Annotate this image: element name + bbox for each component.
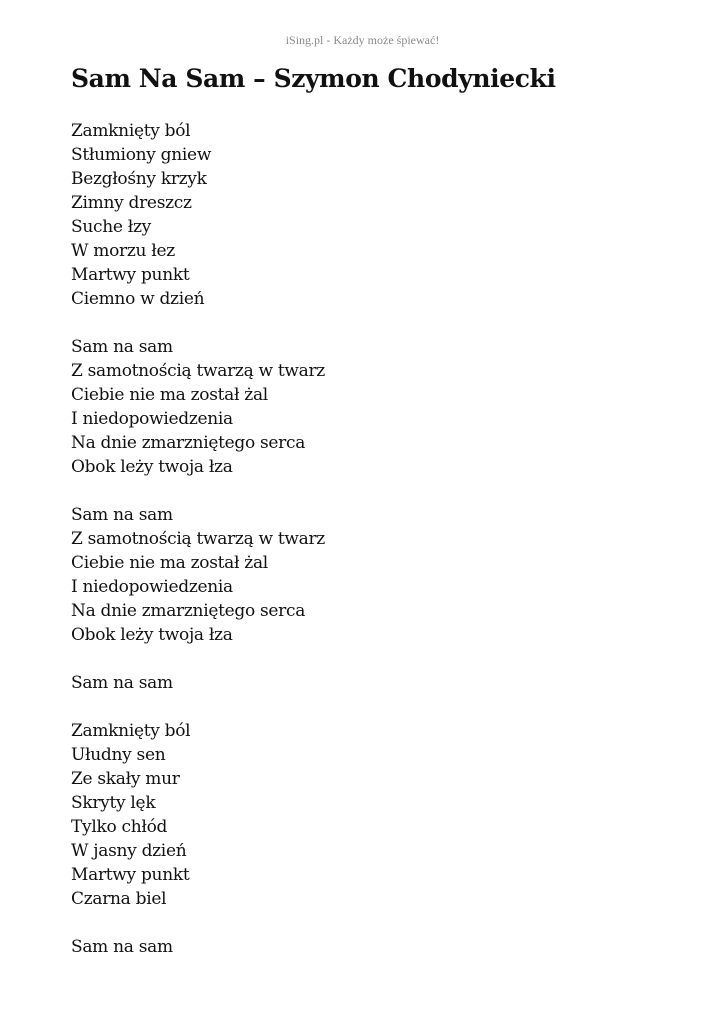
lyric-line: Obok leży twoja łza [71,457,233,477]
lyric-line: Zamknięty ból [71,121,191,141]
lyric-line: W morzu łez [71,241,175,261]
lyric-line: Ułudny sen [71,745,166,765]
lyric-line: Obok leży twoja łza [71,625,233,645]
lyrics-body [71,119,671,983]
lyric-line: Martwy punkt [71,265,190,285]
lyric-line: Bezgłośny krzyk [71,169,207,189]
lyric-line: I niedopowiedzenia [71,577,233,597]
lyric-line: Sam na sam [71,337,173,357]
lyric-line: Zamknięty ból [71,721,191,741]
lyric-line: Skryty lęk [71,793,156,813]
page-header: iSing.pl - Każdy może śpiewać! [285,33,440,47]
lyric-line: Tylko chłód [71,817,168,837]
lyric-line: I niedopowiedzenia [71,409,233,429]
lyric-line: Na dnie zmarzniętego serca [71,601,306,621]
lyric-line: Suche łzy [71,217,151,237]
lyric-line: Ciemno w dzień [71,289,205,309]
stanza [71,719,671,911]
lyric-line: Stłumiony gniew [71,145,212,165]
lyric-line: W jasny dzień [71,841,187,861]
lyric-line: Sam na sam [71,505,173,525]
lyric-line: Na dnie zmarzniętego serca [71,433,306,453]
lyric-line: Martwy punkt [71,865,190,885]
stanza [71,671,671,695]
stanza [71,503,671,647]
lyric-line: Z samotnością twarzą w twarz [71,529,325,549]
stanza [71,935,671,959]
lyric-line: Sam na sam [71,937,173,957]
stanza [71,119,671,311]
stanza [71,335,671,479]
lyric-line: Z samotnością twarzą w twarz [71,361,325,381]
lyric-line: Ciebie nie ma został żal [71,553,268,573]
lyric-line: Czarna biel [71,889,167,909]
lyric-line: Ciebie nie ma został żal [71,385,268,405]
lyric-line: Ze skały mur [71,769,180,789]
song-title: Sam Na Sam – Szymon Chodyniecki [71,64,556,93]
lyric-line: Sam na sam [71,673,173,693]
lyric-line: Zimny dreszcz [71,193,192,213]
